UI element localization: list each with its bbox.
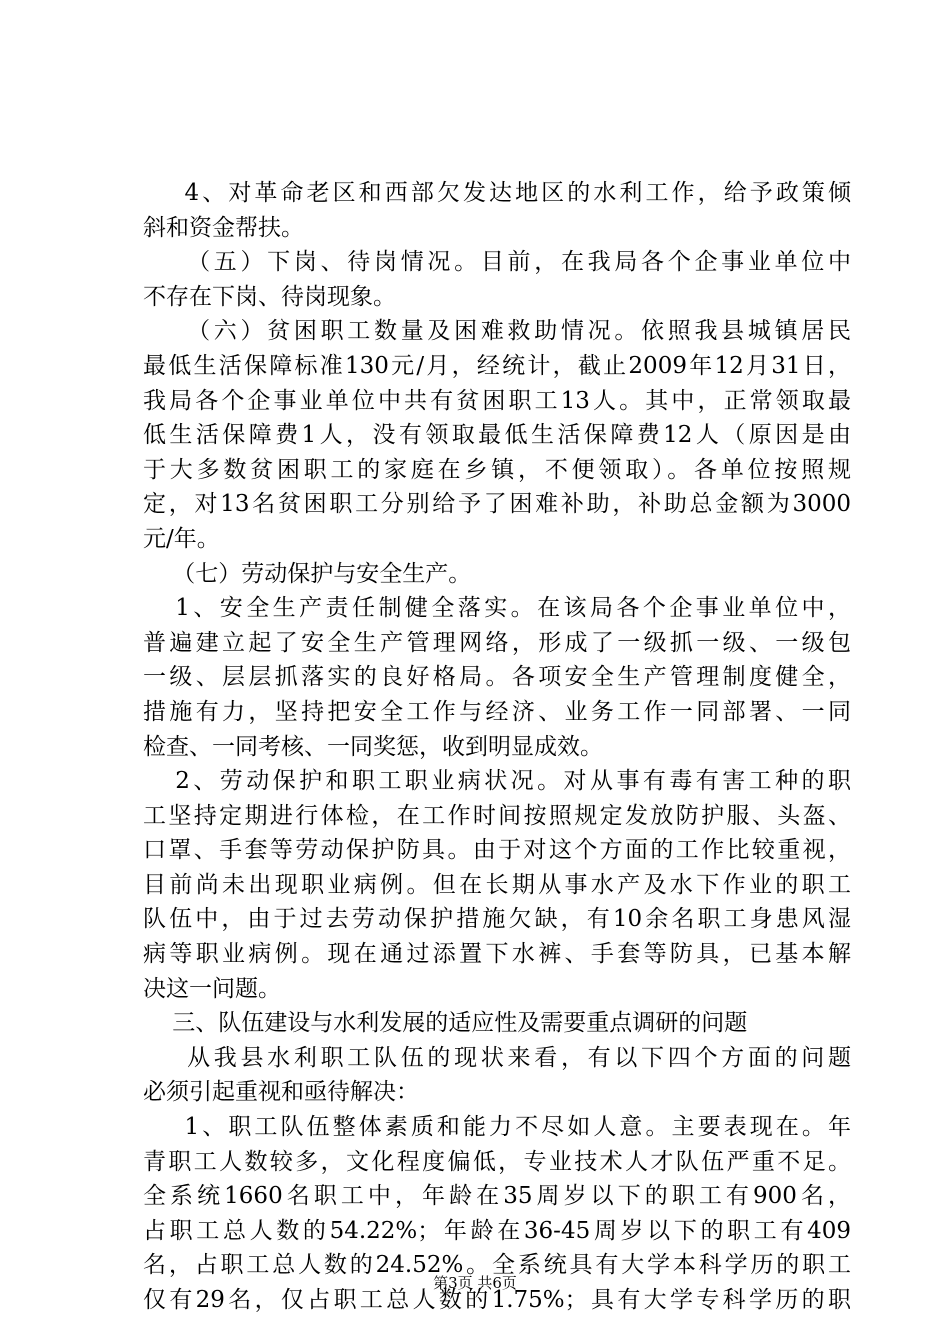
text-line: 仅有29名，仅占职工总人数的1.75%；具有大学专科学历的职: [143, 1287, 851, 1313]
text-line: （七）劳动保护与安全生产。: [143, 560, 472, 587]
text-line: 最低生活保障标准130元/月，经统计，截止2009年12月31日，: [143, 352, 851, 379]
text-line: 检查、一同考核、一同奖惩，收到明显成效。: [143, 733, 603, 760]
text-line: 1、职工队伍整体素质和能力不尽如人意。主要表现在。年: [143, 1114, 851, 1141]
text-line: 工坚持定期进行体检，在工作时间按照规定发放防护服、头盔、: [143, 802, 851, 829]
text-line: 从我县水利职工队伍的现状来看，有以下四个方面的问题: [143, 1044, 851, 1071]
text-line: 三、队伍建设与水利发展的适应性及需要重点调研的问题: [143, 1010, 748, 1037]
text-line: 斜和资金帮扶。: [143, 214, 304, 241]
text-line: 不存在下岗、待岗现象。: [143, 283, 396, 310]
text-line: 措施有力，坚持把安全工作与经济、业务工作一同部署、一同: [143, 698, 851, 725]
text-line: 必须引起重视和亟待解决：: [143, 1079, 419, 1106]
text-line: 目前尚未出现职业病例。但在长期从事水产及水下作业的职工: [143, 871, 851, 898]
text-line: 青职工人数较多，文化程度偏低，专业技术人才队伍严重不足。: [143, 1148, 851, 1175]
text-line: 元/年。: [143, 525, 220, 552]
text-line: 定，对13名贫困职工分别给予了困难补助，补助总金额为3000: [143, 491, 851, 518]
text-line: 口罩、手套等劳动保护防具。由于对这个方面的工作比较重视，: [143, 837, 851, 864]
text-line: 1、安全生产责任制健全落实。在该局各个企事业单位中，: [143, 595, 851, 622]
text-line: 低生活保障费1人，没有领取最低生活保障费12人（原因是由: [143, 422, 851, 449]
text-line: 决这一问题。: [143, 975, 281, 1002]
page-footer: 第3页 共6页: [433, 1274, 517, 1292]
text-line: 2、劳动保护和职工职业病状况。对从事有毒有害工种的职: [143, 768, 851, 795]
text-line: 于大多数贫困职工的家庭在乡镇，不便领取）。各单位按照规: [143, 456, 851, 483]
text-line: 我局各个企事业单位中共有贫困职工13人。其中，正常领取最: [143, 387, 851, 414]
text-line: （五）下岗、待岗情况。目前，在我局各个企事业单位中: [143, 249, 851, 276]
text-line: 名，占职工总人数的24.52%。全系统具有大学本科学历的职工: [143, 1252, 851, 1279]
text-line: 占职工总人数的54.22%；年龄在36-45周岁以下的职工有409: [143, 1217, 851, 1244]
text-line: （六）贫困职工数量及困难救助情况。依照我县城镇居民: [143, 318, 851, 345]
text-line: 一级、层层抓落实的良好格局。各项安全生产管理制度健全，: [143, 664, 851, 691]
text-line: 病等职业病例。现在通过添置下水裤、手套等防具，已基本解: [143, 941, 851, 968]
text-line: 队伍中，由于过去劳动保护措施欠缺，有10余名职工身患风湿: [143, 906, 851, 933]
text-line: 全系统1660名职工中，年龄在35周岁以下的职工有900名，: [143, 1183, 851, 1210]
text-line: 4、对革命老区和西部欠发达地区的水利工作，给予政策倾: [143, 180, 851, 206]
document-body: [143, 176, 851, 1318]
text-line: 普遍建立起了安全生产管理网络，形成了一级抓一级、一级包: [143, 629, 851, 656]
